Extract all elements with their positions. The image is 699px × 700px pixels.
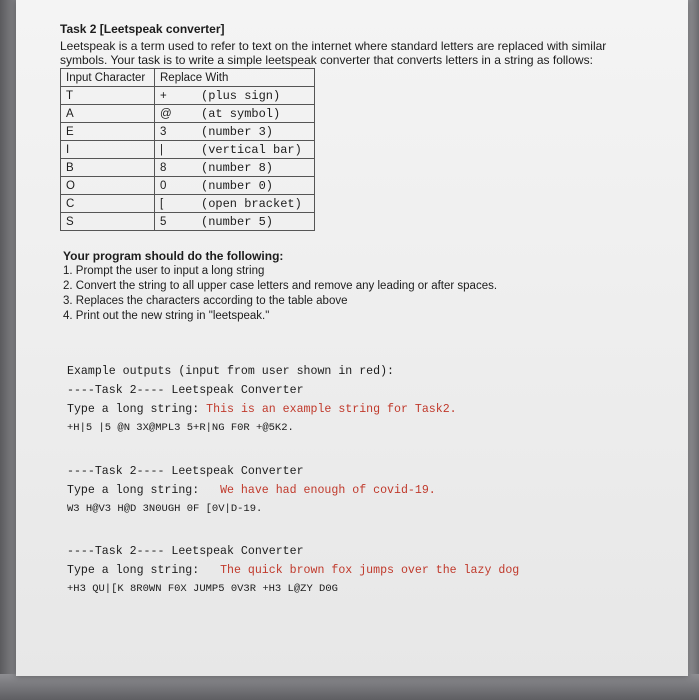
table-header-row [61, 69, 315, 87]
run-header: ----Task 2---- Leetspeak Converter [67, 465, 304, 478]
requirements-title: Your program should do the following: [63, 249, 284, 263]
intro-line-1: Leetspeak is a term used to refer to text on the internet where standard letters are replaced with similar [60, 39, 607, 53]
table-row [61, 195, 315, 213]
description-cell: (number 5) [196, 213, 315, 231]
example-run-1 [67, 381, 660, 438]
description-cell: (at symbol) [196, 105, 315, 123]
list-item: 3. Replaces the characters according to the table above [63, 295, 348, 307]
description-cell: (plus sign) [196, 87, 315, 105]
list-item: 4. Print out the new string in "leetspeak." [63, 310, 270, 322]
example-run-3 [67, 542, 660, 599]
description-cell: (number 0) [196, 177, 315, 195]
list-item: 1. Prompt the user to input a long string [63, 265, 265, 277]
intro-paragraph [60, 39, 660, 67]
user-input-text: We have had enough of covid-19. [220, 484, 436, 497]
input-char-cell: T [61, 87, 155, 105]
prompt-line [67, 481, 660, 500]
symbol-cell: @ [155, 105, 197, 123]
intro-line-2: symbols. Your task is to write a simple leetspeak converter that converts letters in a string as follows: [60, 53, 593, 67]
header-input-character: Input Character [61, 69, 155, 87]
prompt-line [67, 400, 660, 419]
input-char-cell: I [61, 141, 155, 159]
table-row [61, 213, 315, 231]
run-header: ----Task 2---- Leetspeak Converter [67, 384, 304, 397]
prompt-text: Type a long string: [67, 484, 221, 497]
example-run-2 [67, 462, 660, 519]
table-row [61, 159, 315, 177]
leetspeak-table [60, 68, 315, 231]
output-line: W3 H@V3 H@D 3N0UGH 0F [0V|D-19. [67, 503, 263, 515]
table-row [61, 87, 315, 105]
requirements-list [60, 264, 660, 324]
task-title: Task 2 [Leetspeak converter] [60, 22, 225, 36]
description-cell: (open bracket) [196, 195, 315, 213]
prompt-text: Type a long string: [67, 403, 207, 416]
symbol-cell: | [155, 141, 197, 159]
description-cell: (number 3) [196, 123, 315, 141]
paper-sheet [16, 0, 688, 676]
prompt-text: Type a long string: [67, 564, 221, 577]
document-content [60, 22, 660, 599]
photo-edge-bottom [0, 674, 699, 700]
symbol-cell: + [155, 87, 197, 105]
symbol-cell: [ [155, 195, 197, 213]
table-row [61, 105, 315, 123]
input-char-cell: E [61, 123, 155, 141]
input-char-cell: A [61, 105, 155, 123]
prompt-line [67, 561, 660, 580]
input-char-cell: B [61, 159, 155, 177]
description-cell: (vertical bar) [196, 141, 315, 159]
photo-edge-right [687, 0, 699, 700]
symbol-cell: 3 [155, 123, 197, 141]
examples-heading: Example outputs (input from user shown in red): [67, 365, 394, 378]
header-replace-with: Replace With [155, 69, 315, 87]
description-cell: (number 8) [196, 159, 315, 177]
symbol-cell: 0 [155, 177, 197, 195]
input-char-cell: C [61, 195, 155, 213]
symbol-cell: 8 [155, 159, 197, 177]
list-item: 2. Convert the string to all upper case letters and remove any leading or after spaces. [63, 280, 498, 292]
output-line: +H|5 |5 @N 3X@MPL3 5+R|NG F0R +@5K2. [67, 422, 294, 434]
table-row [61, 123, 315, 141]
user-input-text: The quick brown fox jumps over the lazy dog [220, 564, 520, 577]
user-input-text: This is an example string for Task2. [206, 403, 457, 416]
output-line: +H3 QU|[K 8R0WN F0X JUMP5 0V3R +H3 L@ZY D0G [67, 583, 338, 595]
input-char-cell: S [61, 213, 155, 231]
input-char-cell: O [61, 177, 155, 195]
table-row [61, 141, 315, 159]
symbol-cell: 5 [155, 213, 197, 231]
run-header: ----Task 2---- Leetspeak Converter [67, 545, 304, 558]
table-row [61, 177, 315, 195]
